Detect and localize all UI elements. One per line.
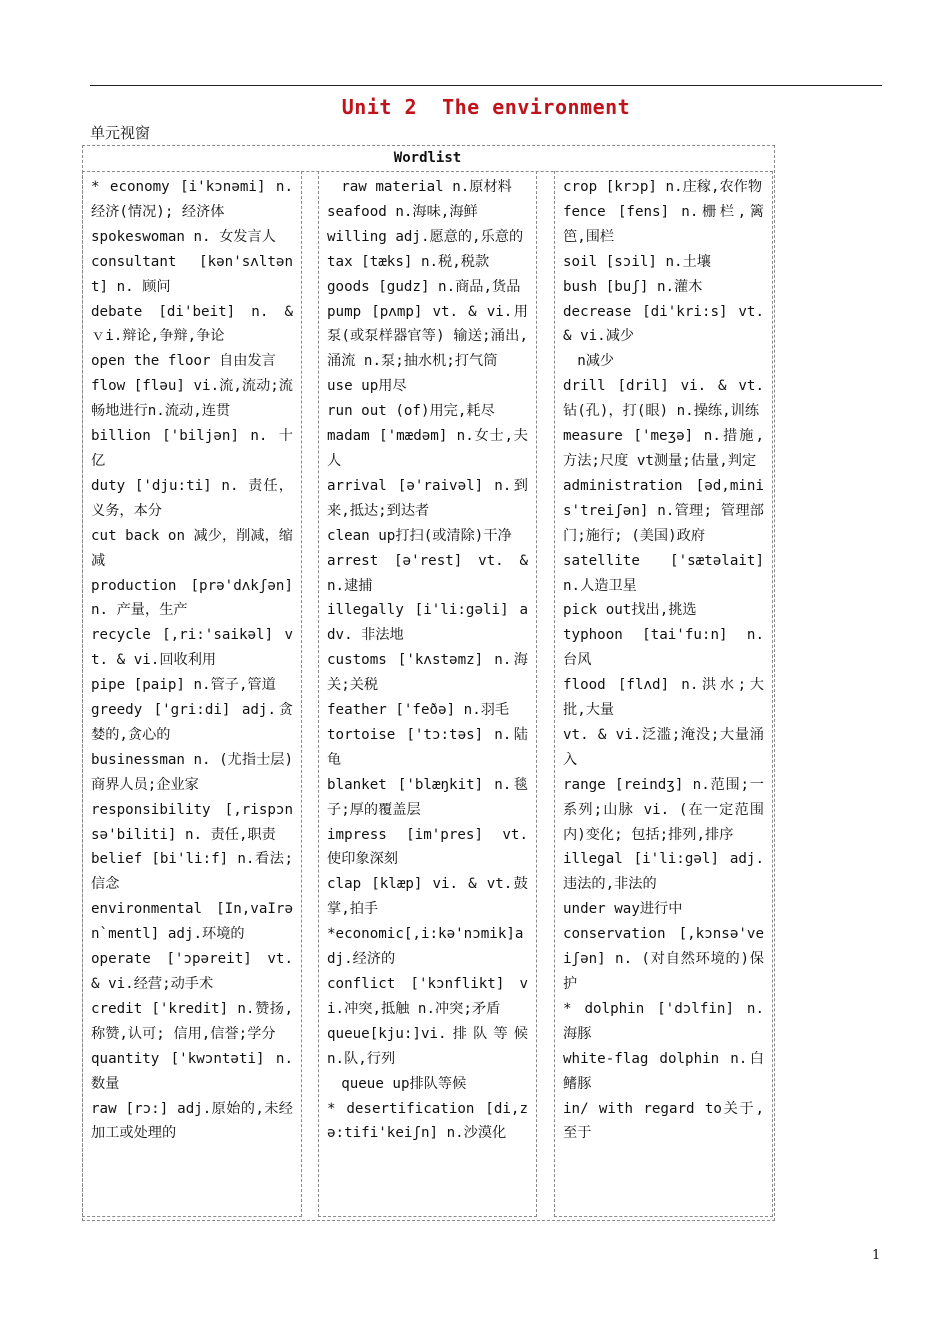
wordlist-entry: willing adj.愿意的,乐意的: [327, 228, 524, 245]
wordlist-entry: queue up排队等候: [327, 1075, 467, 1092]
wordlist-entry: seafood n.海味,海鲜: [327, 203, 478, 220]
wordlist-entry: feather ['feðə] n.羽毛: [327, 702, 510, 719]
wordlist-entry: drill [dril] vi. & vt.钻(孔)，打(眼) n.操练,训练: [563, 378, 764, 420]
wordlist-entry: administration [əd,minis'treiʃən] n.管理; 管理部门;施行; (美国)政府: [563, 477, 764, 544]
wordlist-column-2: [318, 171, 537, 1217]
top-rule: [90, 85, 882, 86]
wordlist-entry: fence [fens] n.栅栏,篱笆,围栏: [563, 203, 764, 245]
wordlist-column-1: [82, 171, 302, 1217]
wordlist-entry: pipe [paip] n.管子,管道: [91, 677, 276, 694]
wordlist-entry: blanket ['blæŋkit] n.毯子;厚的覆盖层: [327, 776, 528, 818]
page-title: Unit 2 The environment: [341, 95, 631, 119]
wordlist-entry: belief [bi'li:f] n.看法;信念: [91, 851, 293, 893]
wordlist-entry: conflict ['kɔnflikt] vi.冲突,抵触 n.冲突;矛盾: [327, 976, 528, 1017]
wordlist-entry: goods [gudz] n.商品,货品: [327, 278, 521, 295]
wordlist-entry: satellite ['sætəlait] n.人造卫星: [563, 552, 764, 594]
wordlist-entry: illegal [i'li:gəl] adj.违法的,非法的: [563, 851, 764, 893]
wordlist-entry: production [prə'dʌkʃən] n. 产量，生产: [91, 577, 293, 619]
wordlist-entry: environmental [In,vaIrən`mentl] adj.环境的: [91, 901, 293, 943]
wordlist-entry: cut back on 减少，削减，缩减: [91, 527, 293, 569]
column-3-entries: [555, 171, 772, 1146]
section-heading: 单元视窗: [90, 124, 151, 142]
wordlist-entry: run out (of)用完,耗尽: [327, 403, 495, 420]
wordlist-entry: bush [buʃ] n.灌木: [563, 278, 703, 295]
wordlist-entry: quantity ['kwɔntəti] n. 数量: [91, 1050, 293, 1092]
wordlist-entry: vt. & vi.泛滥;淹没;大量涌入: [563, 726, 764, 768]
wordlist-entry: impress [im'pres] vt. 使印象深刻: [327, 826, 528, 868]
wordlist-entry: operate ['ɔpəreit] vt. & vi.经营;动手术: [91, 951, 293, 992]
wordlist-entry: businessman n. (尤指士层) 商界人员;企业家: [91, 751, 293, 793]
wordlist-entry: arrest [ə'rest] vt. & n.逮捕: [327, 552, 528, 594]
wordlist-entry: raw [rɔ:] adj.原始的,未经加工或处理的: [91, 1100, 293, 1142]
wordlist-entry: * dolphin ['dɔlfin] n.海豚: [563, 1000, 764, 1042]
wordlist-entry: credit ['kredit] n.赞扬,称赞,认可; 信用,信誉;学分: [91, 1000, 293, 1042]
wordlist-entry: billion ['biljən] n. 十亿: [91, 428, 293, 469]
wordlist-entry: madam ['mædəm] n.女士,夫人: [327, 428, 528, 469]
wordlist-entry: flood [flʌd] n.洪水;大批,大量: [563, 677, 764, 719]
wordlist-entry: illegally [i'li:gəli] adv. 非法地: [327, 602, 528, 644]
wordlist-entry: * desertification [di,zə:tifi'keiʃn] n.沙漠化: [327, 1100, 528, 1142]
wordlist-entry: pick out找出,挑选: [563, 602, 697, 619]
wordlist-column-3: [554, 171, 773, 1217]
column-2-entries: [319, 171, 536, 1146]
wordlist-entry: recycle [,ri:'saikəl] vt. & vi.回收利用: [91, 627, 293, 669]
wordlist-entry: flow [fləu] vi.流,流动;流畅地进行n.流动,连贯: [91, 378, 293, 420]
wordlist-entry: queue[kju:]vi.排队等候 n.队,行列: [327, 1025, 528, 1067]
wordlist-entry: soil [sɔil] n.土壤: [563, 253, 711, 270]
wordlist-entry: * economy [i'kɔnəmi] n. 经济(情况); 经济体: [91, 179, 293, 220]
wordlist-entry: consultant [kən'sʌltənt] n. 顾问: [91, 253, 293, 295]
wordlist-entry: range [reindʒ] n.范围;一系列;山脉 vi. (在一定范围内)变化; 包括;排列,排序: [563, 776, 764, 843]
wordlist-entry: customs ['kʌstəmz] n.海关;关税: [327, 652, 528, 694]
wordlist-entry: conservation [,kɔnsə'veiʃən] n. (对自然环境的)保护: [563, 926, 764, 992]
wordlist-entry: responsibility [,rispɔnsə'biliti] n. 责任,职责: [91, 801, 293, 843]
wordlist-entry: typhoon [tai'fu:n] n. 台风: [563, 627, 764, 669]
wordlist-entry: raw material n.原材料: [327, 179, 512, 195]
wordlist-entry: decrease [di'kri:s] vt. & vi.减少: [563, 303, 764, 345]
wordlist-entry: in/ with regard to关于,至于: [563, 1100, 764, 1142]
wordlist-entry: debate [di'beit] n. & ｖi.辩论,争辩,争论: [91, 303, 293, 345]
column-1-entries: [83, 171, 301, 1146]
wordlist-entry: open the floor 自由发言: [91, 353, 276, 370]
wordlist-entry: arrival [ə'raivəl] n.到来,抵达;到达者: [327, 477, 528, 519]
wordlist-entry: measure ['meʒə] n.措施,方法;尺度 vt测量;估量,判定: [563, 428, 764, 469]
wordlist-entry: duty ['dju:ti] n. 责任，义务，本分: [91, 477, 293, 519]
wordlist-entry: use up用尽: [327, 378, 407, 395]
wordlist-entry: under way进行中: [563, 901, 683, 918]
wordlist-entry: *economic[,i:kə'nɔmik]adj.经济的: [327, 926, 524, 968]
wordlist-entry: clap [klæp] vi. & vt.鼓掌,拍手: [327, 876, 528, 918]
page-number: 1: [872, 1248, 881, 1263]
wordlist-entry: tortoise ['tɔ:təs] n.陆龟: [327, 726, 528, 768]
wordlist-entry: greedy ['gri:di] adj.贪婪的,贪心的: [91, 702, 293, 743]
wordlist-entry: crop [krɔp] n.庄稼,农作物: [563, 179, 763, 195]
wordlist-entry: pump [pʌmp] vt. & vi.用泵(或泵样器官等) 输送;涌出,涌流 n.泵;抽水机;打气筒: [327, 303, 528, 370]
wordlist-entry: spokeswoman n. 女发言人: [91, 228, 276, 245]
wordlist-entry: white-flag dolphin n.白鳍豚: [563, 1050, 764, 1092]
wordlist-heading: Wordlist: [82, 145, 773, 172]
wordlist-entry: tax [tæks] n.税,税款: [327, 253, 490, 270]
wordlist-entry: n减少: [563, 353, 615, 370]
wordlist-entry: clean up打扫(或清除)干净: [327, 527, 512, 544]
